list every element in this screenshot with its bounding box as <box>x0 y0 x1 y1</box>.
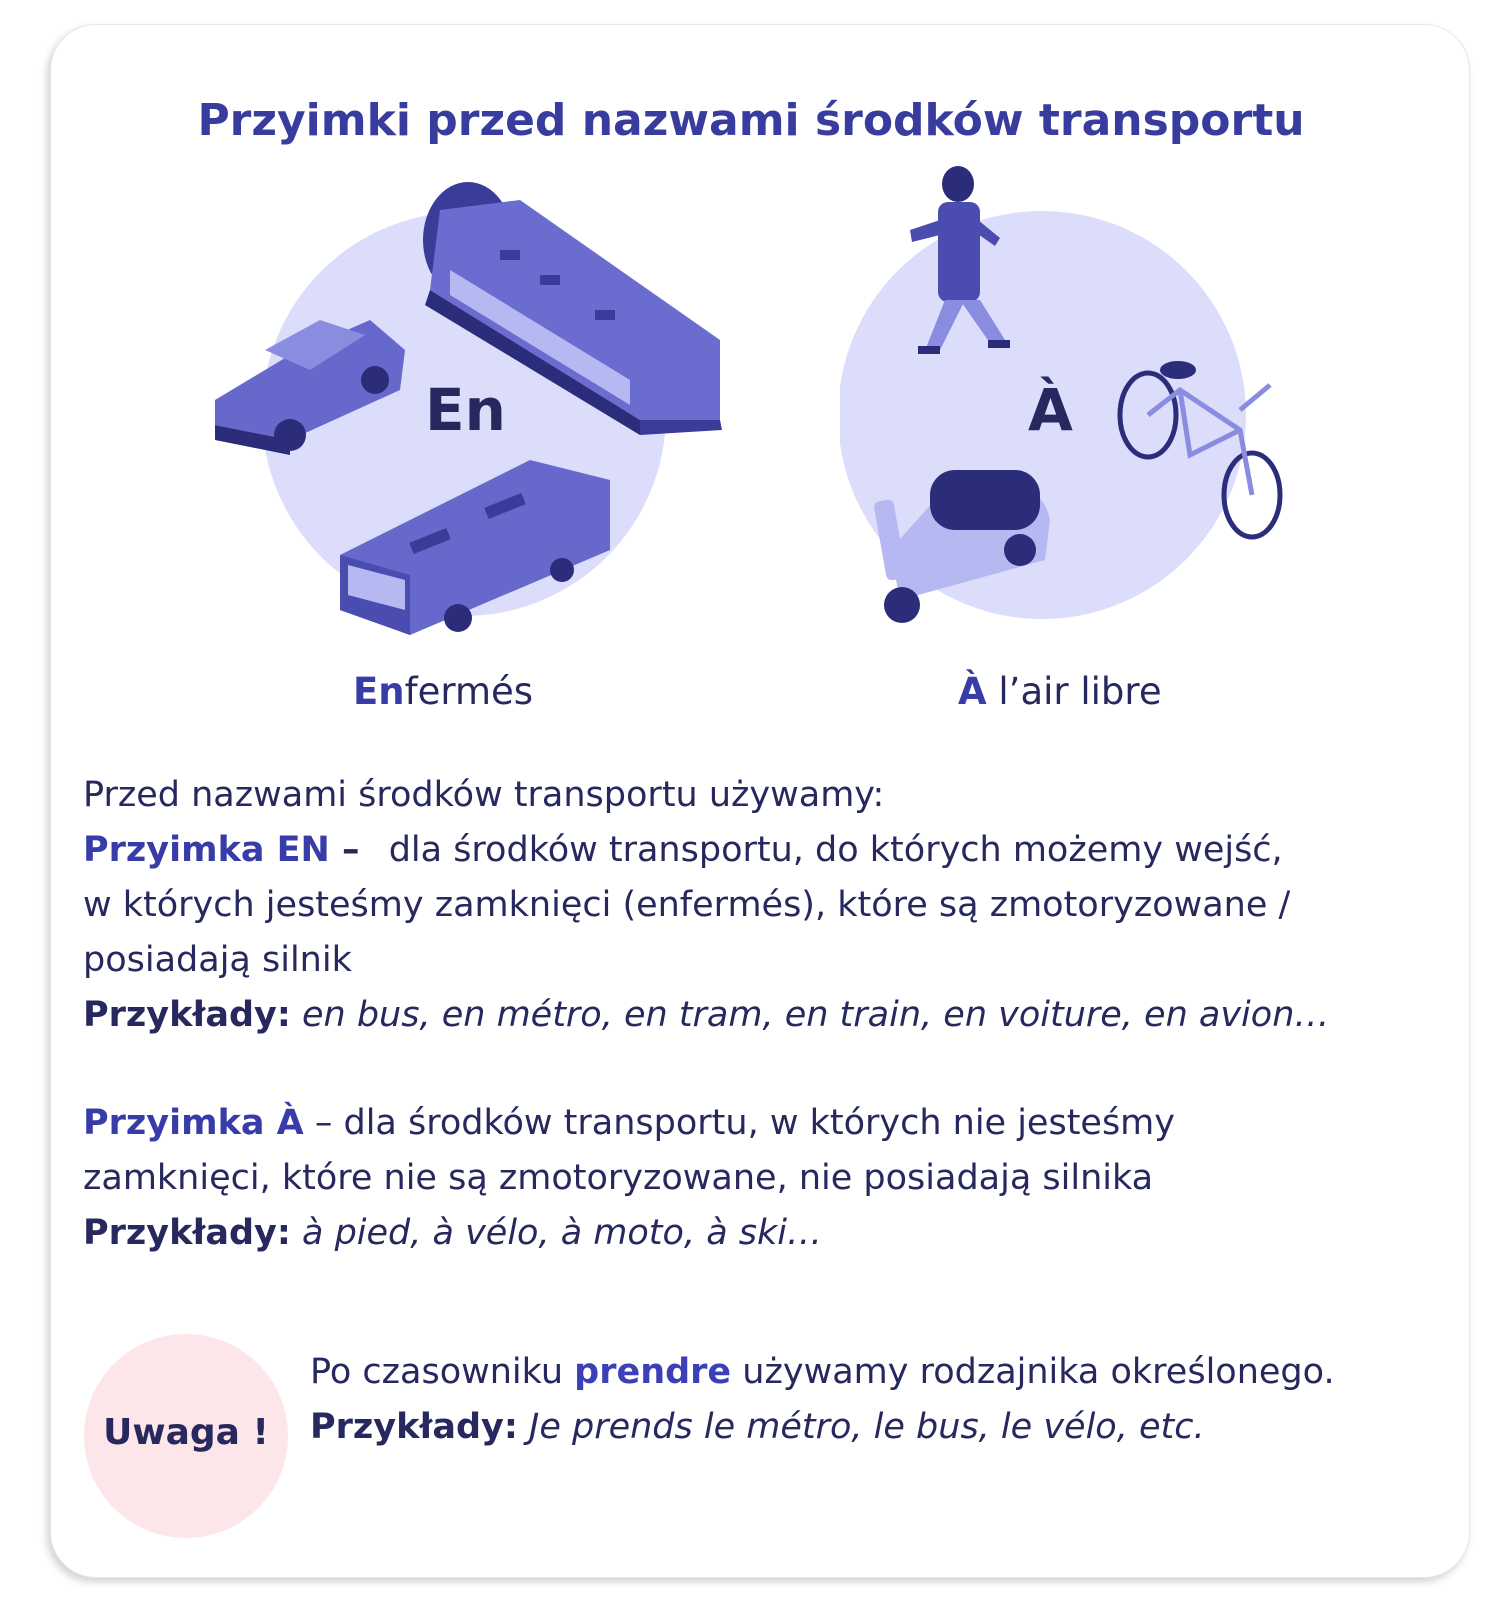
enfermes-caption <box>353 670 533 713</box>
en-rule-line1 <box>83 830 1283 870</box>
a-letter: À <box>1028 376 1073 444</box>
note-examples-line <box>310 1407 1205 1447</box>
a-examples-line <box>83 1213 822 1253</box>
enfermes-caption-accent: En <box>353 670 405 713</box>
en-examples-label: Przykłady: <box>83 995 291 1035</box>
note-line1 <box>310 1352 1335 1392</box>
a-rule-line2: zamknięci, które nie są zmotoryzowane, nie posiadają silnika <box>83 1158 1154 1198</box>
enfermes-caption-rest: fermés <box>404 670 534 713</box>
a-rule-line1 <box>83 1103 1175 1143</box>
en-rule-dash: – <box>329 830 360 870</box>
note-text-after: używamy rodzajnika określonego. <box>731 1352 1335 1392</box>
a-rule-text1: – dla środków transportu, w których nie jesteśmy <box>303 1103 1175 1143</box>
en-letter: En <box>425 376 506 444</box>
en-examples-text: en bus, en métro, en tram, en train, en voiture, en avion… <box>302 995 1330 1035</box>
a-rule-label: Przyimka À <box>83 1103 304 1143</box>
air-libre-caption-rest: l’air libre <box>986 670 1162 713</box>
note-text-before: Po czasowniku <box>310 1352 575 1392</box>
en-rule-text1: dla środków transportu, do których możemy wejść, <box>388 830 1283 870</box>
en-rule-line3: posiadają silnik <box>83 940 352 980</box>
en-rule-line2: w których jesteśmy zamknięci (enfermés), które są zmotoryzowane / <box>83 885 1291 925</box>
air-libre-caption-accent: À <box>958 670 987 713</box>
note-badge-label: Uwaga ! <box>103 1412 269 1453</box>
en-rule-label: Przyimka EN <box>83 830 330 870</box>
page-title: Przyimki przed nazwami środków transportu <box>197 95 1305 146</box>
a-examples-text: à pied, à vélo, à moto, à ski… <box>302 1213 822 1253</box>
en-examples-line <box>83 995 1329 1035</box>
intro-line: Przed nazwami środków transportu używamy: <box>83 775 885 815</box>
note-examples-label: Przykłady: <box>310 1407 518 1447</box>
air-libre-caption <box>958 670 1162 713</box>
a-examples-label: Przykłady: <box>83 1213 291 1253</box>
note-examples-text: Je prends le métro, le bus, le vélo, etc. <box>529 1407 1205 1447</box>
note-accent-word: prendre <box>574 1352 732 1392</box>
